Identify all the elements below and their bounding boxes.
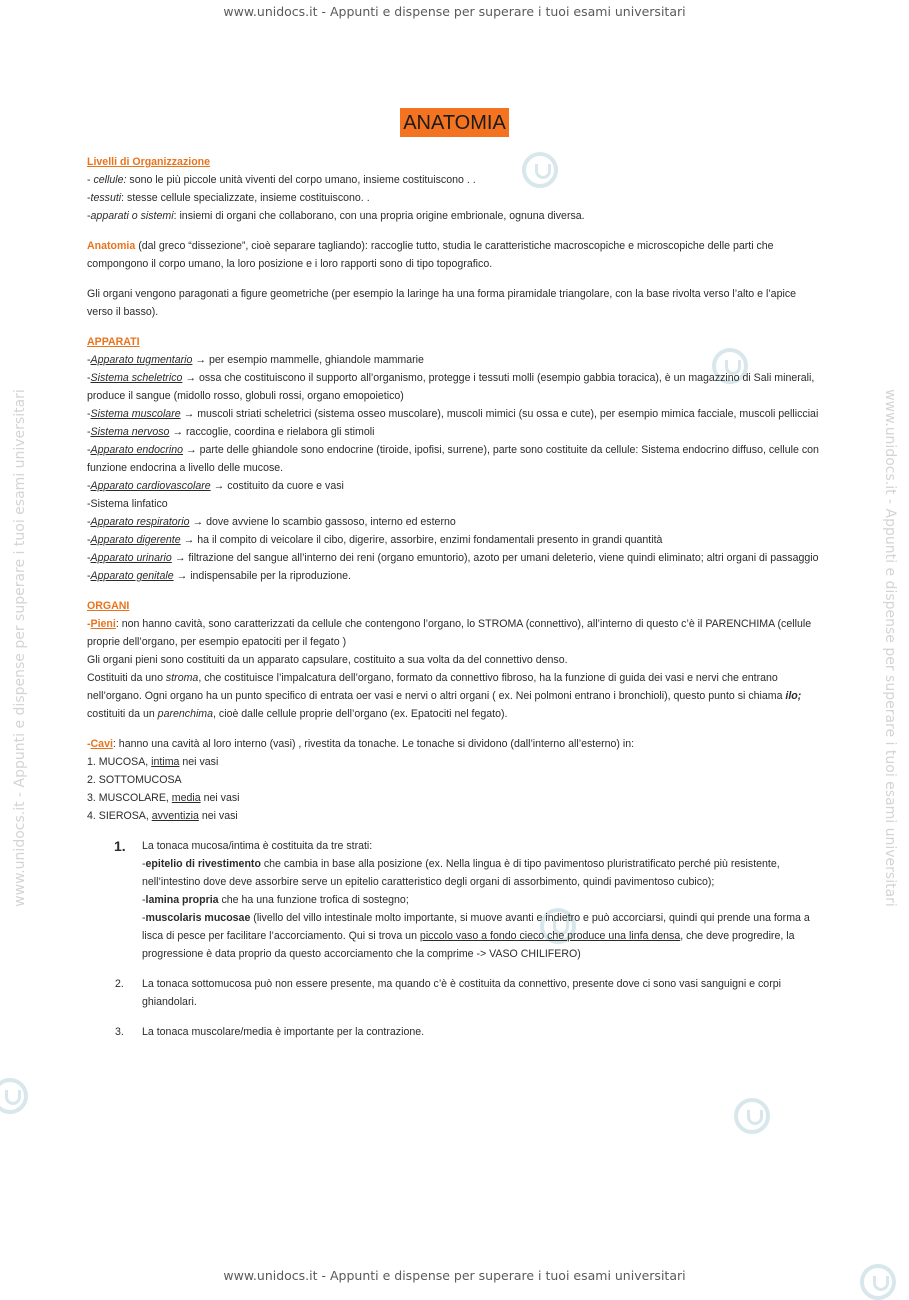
apparati-item-name: Sistema muscolare: [90, 408, 181, 420]
tonache-details-list: [87, 837, 822, 1041]
arrow-right-icon: →: [172, 426, 184, 438]
apparati-item: -Apparato endocrino → parte delle ghiandole sono endocrine (tiroide, ipofisi, surrene), parte sono costituite da cellule: Sistema endocrino diffuso, cellule con funzione endocrina a livello delle mucose.: [87, 444, 819, 474]
apparati-item-name: Apparato genitale: [90, 570, 174, 582]
apparati-item: -Sistema linfatico: [87, 498, 168, 510]
list-item: 1. La tonaca mucosa/intima è costituita da tre strati: -epitelio di rivestimento che cambia in base alla posizione (ex. Nella lingua è di tipo pavimentoso pluristratificato perché più resistente, nell’intestino dove deve assorbire serve un epitelio caratteristico degli organi di assorbimento, quindi pavimentoso cubico); -lamina propria che ha una funzione trofica di sostegno; -muscolaris mucosae (livello del villo intestinale molto importante, si muove avanti e indietro e può accorciarsi, quindi qui prende una forma a lisca di pesce per facilitare l’accorciamento. Qui si trova un piccolo vaso a fondo cieco che produce una linfa densa, che deve progredire, la progressione è data proprio da questo accorciamento che la comprime -> VASO CHILIFERO): [114, 838, 810, 960]
arrow-right-icon: →: [174, 552, 186, 564]
apparati-item: -Sistema nervoso → raccoglie, coordina e rielabora gli stimoli: [87, 426, 375, 438]
arrow-right-icon: →: [183, 534, 195, 546]
levels-systems-line: -apparati o sistemi: insiemi di organi che collaborano, con una propria origine embrionale, ognuna diversa.: [87, 210, 585, 222]
unidocs-logo-icon: [734, 1098, 770, 1134]
apparati-item: -Apparato respiratorio → dove avviene lo scambio gassoso, interno ed esterno: [87, 516, 456, 528]
apparati-item-name: Apparato urinario: [90, 552, 172, 564]
apparati-item-name: Sistema nervoso: [90, 426, 170, 438]
cavi-paragraph: -Cavi: hanno una cavità al loro interno (vasi) , rivestita da tonache. Le tonache si dividono (dall’interno all’esterno) in:: [87, 738, 635, 750]
arrow-right-icon: →: [176, 570, 188, 582]
arrow-right-icon: →: [192, 516, 204, 528]
arrow-right-icon: →: [183, 408, 195, 420]
unidocs-logo-icon: [860, 1264, 896, 1300]
layer-item: 4. SIEROSA, avventizia nei vasi: [87, 810, 238, 822]
arrow-right-icon: →: [195, 354, 207, 366]
left-side-watermark: www.unidocs.it - Appunti e dispense per superare i tuoi esami universitari: [12, 389, 28, 907]
page-title: ANATOMIA: [400, 108, 509, 137]
apparati-item-name: Apparato tugmentario: [90, 354, 193, 366]
list-item: 3. La tonaca muscolare/media è importante per la contrazione.: [115, 1026, 425, 1038]
apparati-item-name: Apparato endocrino: [90, 444, 183, 456]
levels-heading: Livelli di Organizzazione: [87, 156, 211, 168]
arrow-right-icon: →: [213, 480, 225, 492]
apparati-item: -Apparato digerente → ha il compito di veicolare il cibo, digerire, assorbire, enzimi fondamentali presento in grandi quantità: [87, 534, 663, 546]
document-body: [87, 153, 822, 1041]
apparati-item: -Apparato urinario → filtrazione del sangue all’interno dei reni (organo emuntorio), azoto per umani deleterio, viene quindi eliminato; altri organi di passaggio: [87, 552, 819, 564]
layer-item: 3. MUSCOLARE, media nei vasi: [87, 792, 240, 804]
levels-cells-line: - cellule: sono le più piccole unità viventi del corpo umano, insieme costituiscono . .: [87, 174, 476, 186]
arrow-right-icon: →: [186, 444, 197, 456]
pieni-paragraph-2: Gli organi pieni sono costituiti da un apparato capsulare, costituito a sua volta da del connettivo denso.: [87, 654, 568, 666]
top-banner: www.unidocs.it - Appunti e dispense per superare i tuoi esami universitari: [223, 4, 686, 19]
apparati-item: -Apparato tugmentario → per esempio mammelle, ghiandole mammarie: [87, 354, 424, 366]
apparati-item: -Apparato cardiovascolare → costituito da cuore e vasi: [87, 480, 344, 492]
apparati-item-name: Apparato respiratorio: [90, 516, 190, 528]
pieni-paragraph: -Pieni: non hanno cavità, sono caratterizzati da cellule che contengono l’organo, lo STROMA (connettivo), all’interno di questo c’è il PARENCHIMA (cellule proprie dell’organo, per esempio epatociti per il fegato ): [87, 618, 812, 648]
organi-heading: ORGANI: [87, 600, 130, 612]
layer-item: 2. SOTTOMUCOSA: [87, 774, 182, 786]
apparati-item: -Sistema muscolare → muscoli striati scheletrici (sistema osseo muscolare), muscoli mimici (su ossa e cute), per esempio mimica facciale, muscoli pellicciai: [87, 408, 819, 420]
right-side-watermark: www.unidocs.it - Appunti e dispense per superare i tuoi esami universitari: [882, 389, 898, 907]
levels-tissues-line: -tessuti: stesse cellule specializzate, insieme costituiscono. .: [87, 192, 370, 204]
apparati-list: [87, 351, 822, 585]
layer-item: 1. MUCOSA, intima nei vasi: [87, 756, 219, 768]
bottom-banner: www.unidocs.it - Appunti e dispense per superare i tuoi esami universitari: [223, 1268, 686, 1283]
apparati-item: -Sistema scheletrico → ossa che costituiscono il supporto all’organismo, protegge i tessuti molli (esempio gabbia toracica), è un magazzino di Sali minerali, produce il sangue (midollo rosso, globuli rossi, organo emopoietico): [87, 372, 815, 402]
list-item: 2. La tonaca sottomucosa può non essere presente, ma quando c’è è costituita da connettivo, presente dove ci sono vasi sanguigni e corpi ghiandolari.: [115, 978, 781, 1008]
organs-geometry-paragraph: Gli organi vengono paragonati a figure geometriche (per esempio la laringe ha una forma piramidale triangolare, con la base rivolta verso l’alto e l’apice verso il basso).: [87, 288, 797, 318]
pieni-paragraph-3: Costituiti da uno stroma, che costituisce l’impalcatura dell’organo, formato da connettivo fibroso, ha la funzione di guida dei vasi e nervi che entrano nell’organo. Ogni organo ha un punto specifico di entrata oer vasi e nervi o altri organi ( ex. Nei polmoni entrano i bronchioli), questo punto si chiama ilo; costituiti da un parenchima, cioè dalle cellule proprie dell’organo (ex. Epatociti nel fegato).: [87, 672, 802, 720]
apparati-item-name: Apparato cardiovascolare: [90, 480, 211, 492]
unidocs-logo-icon: [0, 1078, 28, 1114]
apparati-item-name: Apparato digerente: [90, 534, 181, 546]
anatomy-definition: Anatomia (dal greco “dissezione”, cioè separare tagliando): raccoglie tutto, studia le caratteristiche macroscopiche e microscopiche delle parti che compongono il corpo umano, la loro posizione e i loro rapporti sono di tipo topografico.: [87, 240, 774, 270]
apparati-heading: APPARATI: [87, 336, 140, 348]
arrow-right-icon: →: [185, 372, 196, 384]
apparati-item: -Apparato genitale → indispensabile per la riproduzione.: [87, 570, 351, 582]
apparati-item-name: Sistema scheletrico: [90, 372, 183, 384]
